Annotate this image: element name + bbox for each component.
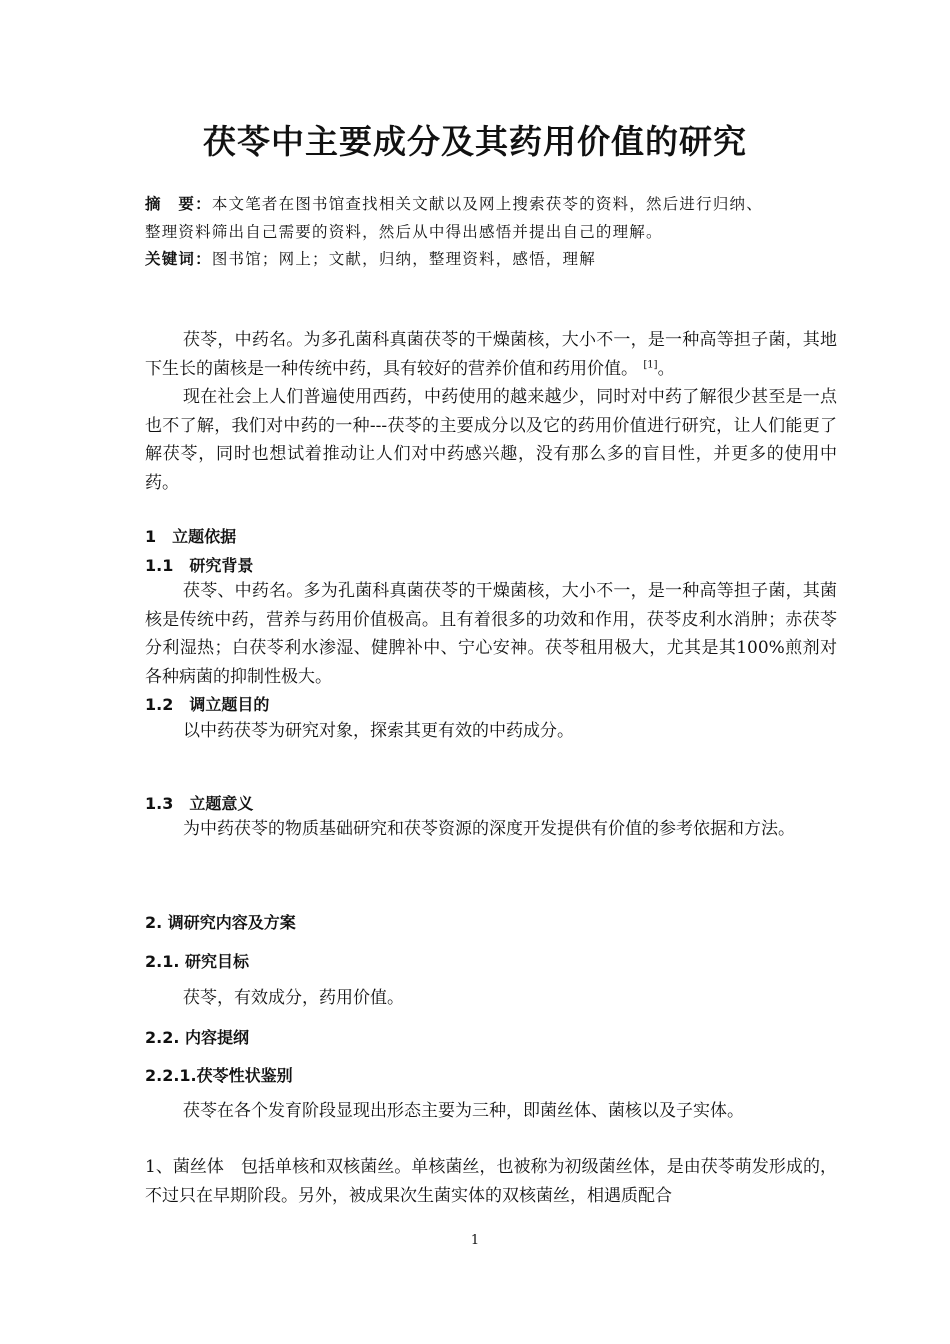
abstract-label: 摘 要： xyxy=(145,195,212,213)
section-1-1-heading: 1.1 研究背景 xyxy=(145,556,254,575)
keywords-line xyxy=(145,245,845,273)
intro-p1-end: 。 xyxy=(657,358,675,379)
section-2-heading: 2. 调研究内容及方案 xyxy=(145,913,296,932)
citation-ref: [1] xyxy=(643,358,658,370)
section-2-1-heading: 2.1. 研究目标 xyxy=(145,952,249,971)
item-1-paragraph: 1、菌丝体 包括单核和双核菌丝。单核菌丝，也被称为初级菌丝体，是由茯苓萌发形成的，不过只在早期阶段。另外，被成果次生菌实体的双核菌丝，相遇质配合 xyxy=(145,1157,837,1206)
abstract-line-1 xyxy=(145,190,845,218)
abstract-text-1: 本文笔者在图书馆查找相关文献以及网上搜索茯苓的资料，然后进行归纳、 xyxy=(211,195,763,213)
keywords-label: 关键词： xyxy=(145,250,212,268)
section-1-2-text: 以中药茯苓为研究对象，探索其更有效的中药成分。 xyxy=(183,721,574,741)
intro-p1-text: 茯苓，中药名。为多孔菌科真菌茯苓的干燥菌核，大小不一，是一种高等担子菌，其地下生长的菌核是一种传统中药，具有较好的营养价值和药用价值。 xyxy=(145,330,837,379)
section-2-2-1-text: 茯苓在各个发育阶段显现出形态主要为三种，即菌丝体、菌核以及子实体。 xyxy=(183,1101,744,1121)
section-1-1-text: 茯苓、中药名。多为孔菌科真菌茯苓的干燥菌核，大小不一，是一种高等担子菌，其菌核是传统中药，营养与药用价值极高。且有着很多的功效和作用，茯苓皮利水消肿；赤茯苓分利湿热；白茯苓利水渗湿、健脾补中、宁心安神。茯苓租用极大，尤其是其100%煎剂对各种病菌的抑制性极大。 xyxy=(145,581,837,687)
section-2-1-text: 茯苓，有效成分，药用价值。 xyxy=(183,988,404,1008)
section-1-3-heading: 1.3 立题意义 xyxy=(145,794,254,813)
section-1-3-text: 为中药茯苓的物质基础研究和茯苓资源的深度开发提供有价值的参考依据和方法。 xyxy=(183,819,795,839)
page-number: 1 xyxy=(470,1233,480,1248)
section-2-2-heading: 2.2. 内容提纲 xyxy=(145,1028,249,1047)
intro-paragraph-2: 现在社会上人们普遍使用西药，中药使用的越来越少，同时对中药了解很少甚至是一点也不了解，我们对中药的一种---茯苓的主要成分以及它的药用价值进行研究，让人们能更了解茯苓，同时也想试着推动让人们对中药感兴趣，没有那么多的盲目性，并更多的使用中药。 xyxy=(145,387,837,493)
abstract-line-2: 整理资料筛出自己需要的资料，然后从中得出感悟并提出自己的理解。 xyxy=(145,223,663,241)
document-title: 茯苓中主要成分及其药用价值的研究 xyxy=(203,122,747,161)
section-1-heading: 1 立题依据 xyxy=(145,527,237,546)
section-2-2-1-heading: 2.2.1.茯苓性状鉴别 xyxy=(145,1066,293,1085)
intro-paragraph-1 xyxy=(145,326,837,383)
keywords-text: 图书馆；网上；文献，归纳，整理资料，感悟，理解 xyxy=(211,250,596,268)
section-1-2-heading: 1.2 调立题目的 xyxy=(145,695,270,714)
